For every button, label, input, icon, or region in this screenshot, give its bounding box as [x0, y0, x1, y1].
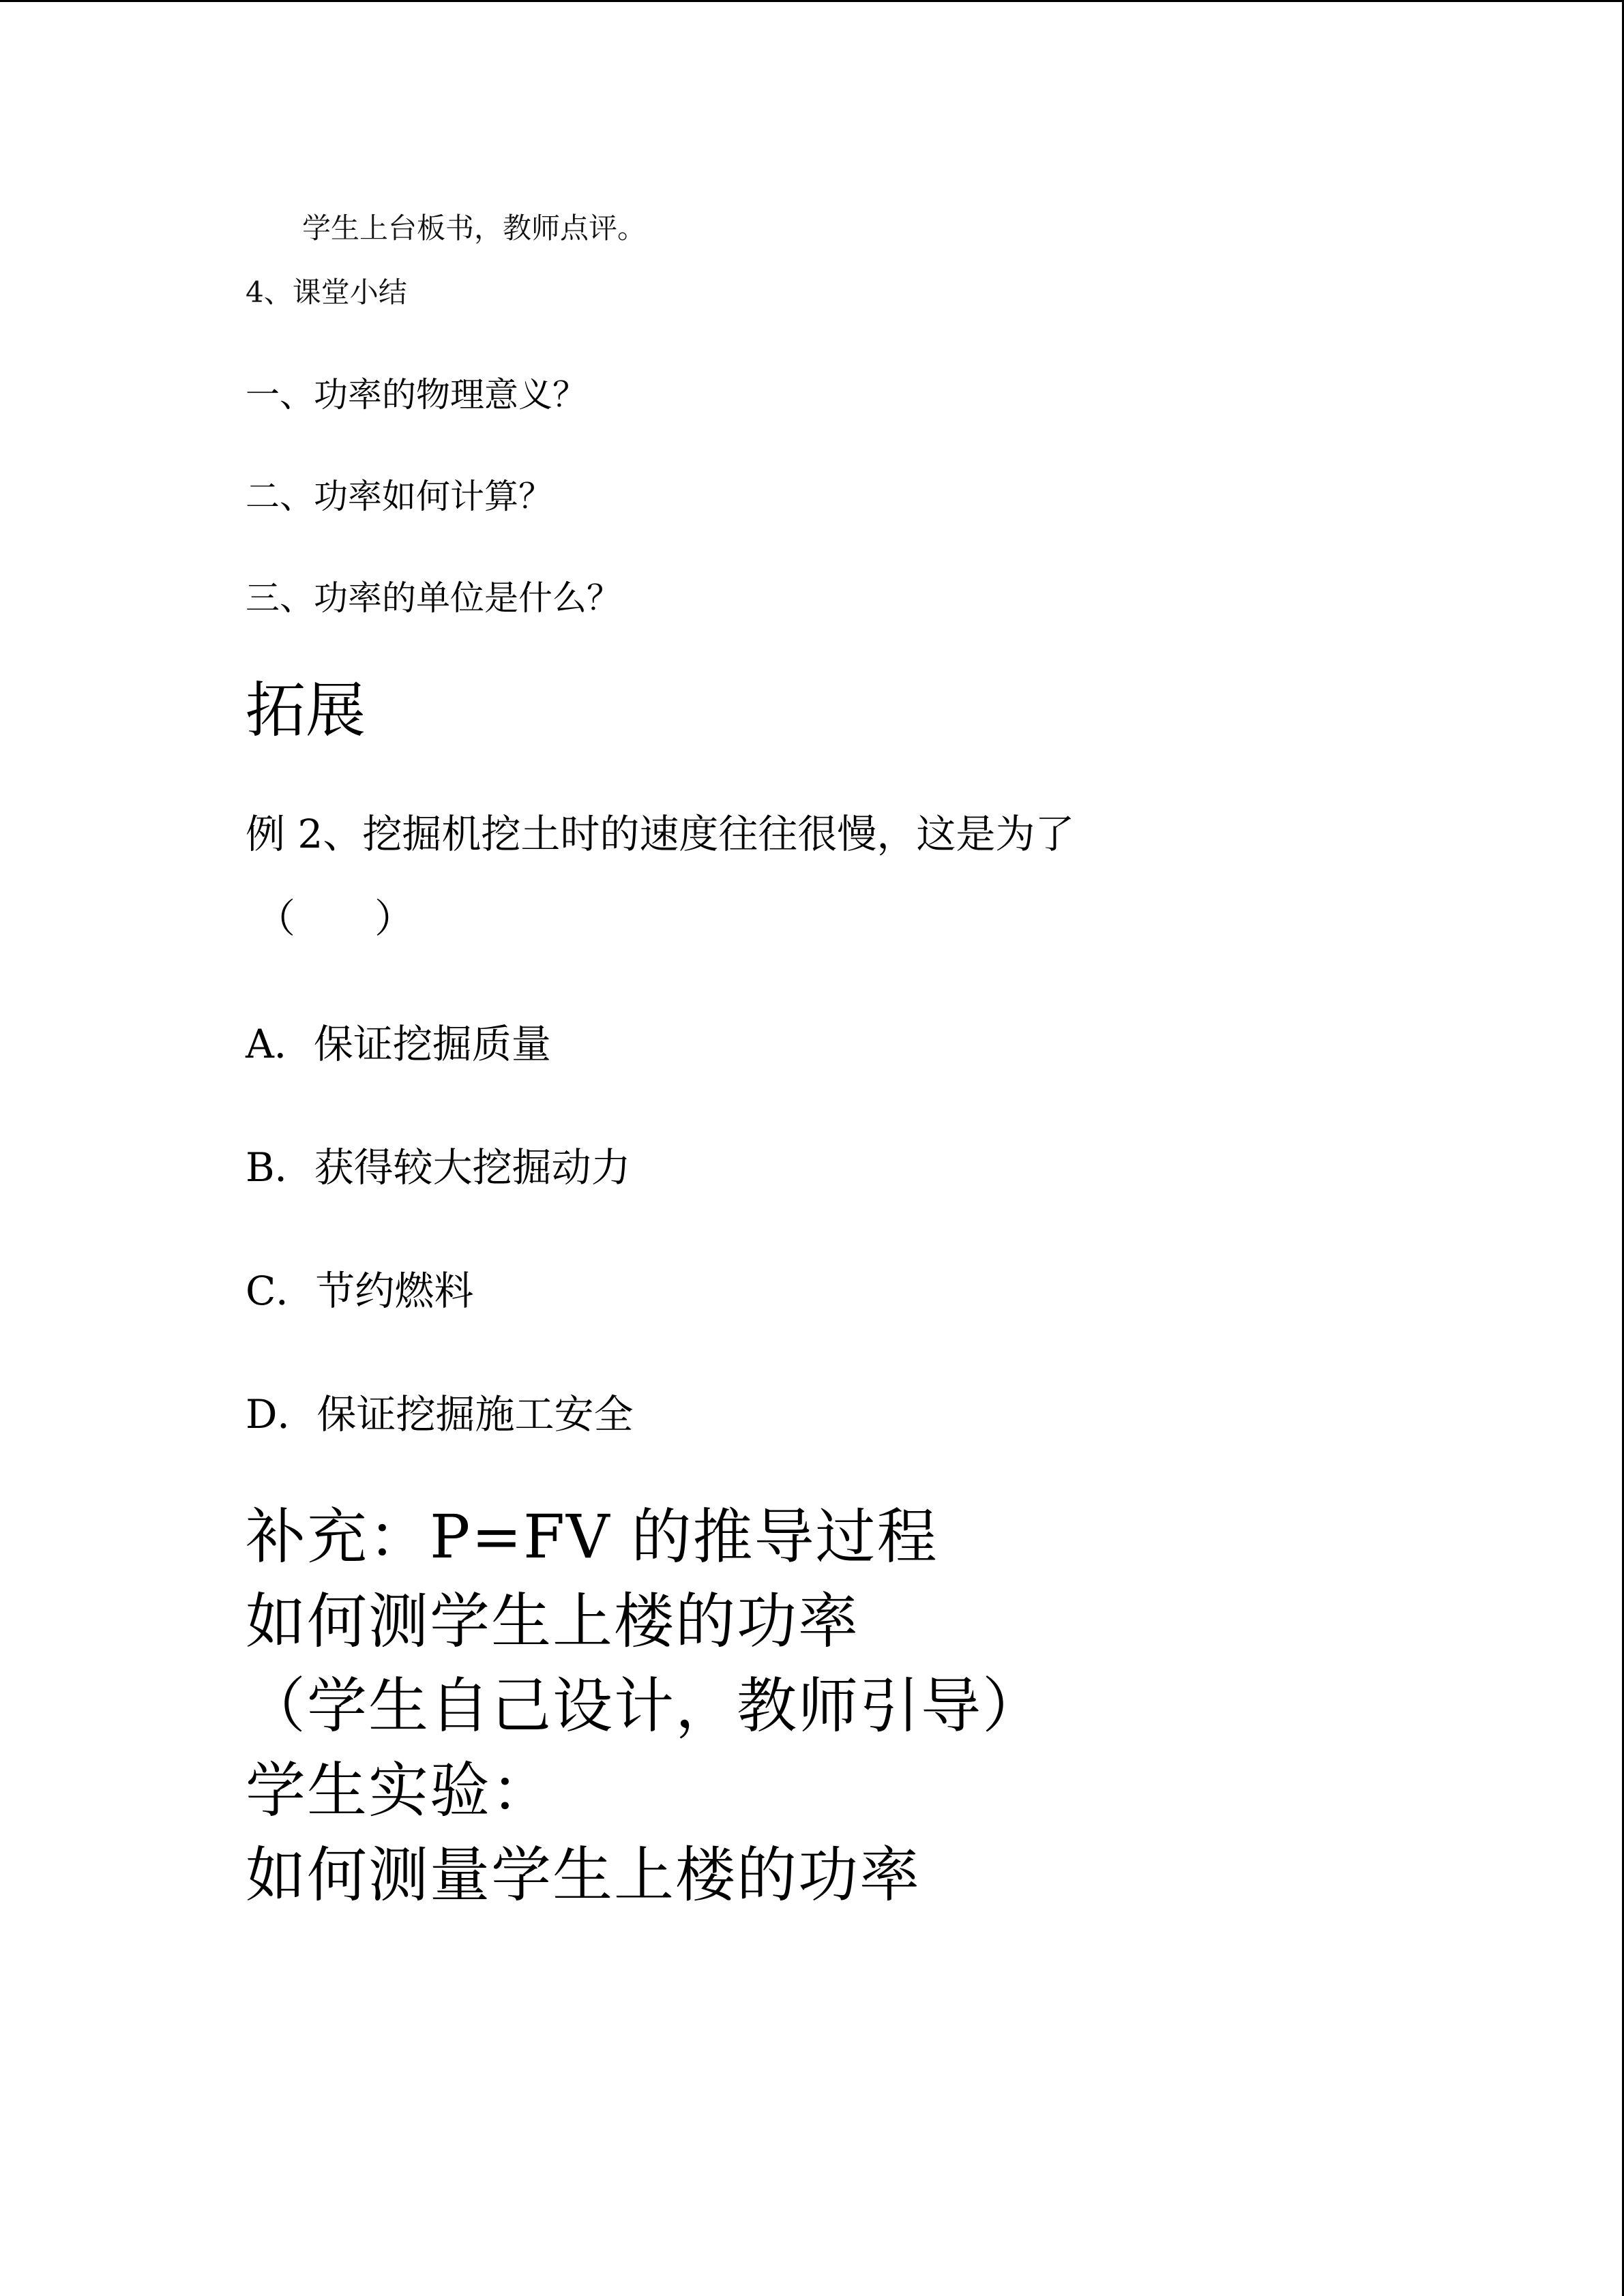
supplement-heading: 补充：P=FV 的推导过程	[246, 1502, 939, 1572]
page-border-top	[0, 0, 1624, 2]
experiment-heading: 学生实验：	[246, 1755, 553, 1825]
design-note: （学生自己设计，教师引导）	[246, 1671, 1044, 1741]
measure-question: 如何测学生上楼的功率	[246, 1586, 860, 1656]
option-a: A．保证挖掘质量	[246, 1021, 551, 1067]
summary-question-2: 二、功率如何计算？	[246, 477, 552, 516]
measure-task: 如何测量学生上楼的功率	[246, 1840, 921, 1910]
option-b: B．获得较大挖掘动力	[246, 1144, 631, 1191]
example-2-question: 例 2、挖掘机挖土时的速度往往很慢，这是为了	[246, 811, 1075, 857]
board-writing-line: 学生上台板书，教师点评。	[302, 211, 647, 245]
summary-heading: 4、课堂小结	[246, 275, 407, 309]
summary-question-1: 一、功率的物理意义？	[246, 375, 587, 415]
answer-blank: （ ）	[256, 895, 415, 942]
option-c: C．节约燃料	[246, 1268, 474, 1314]
extension-heading: 拓展	[246, 675, 366, 745]
option-d: D．保证挖掘施工安全	[246, 1391, 634, 1437]
summary-question-3: 三、功率的单位是什么？	[246, 578, 621, 618]
